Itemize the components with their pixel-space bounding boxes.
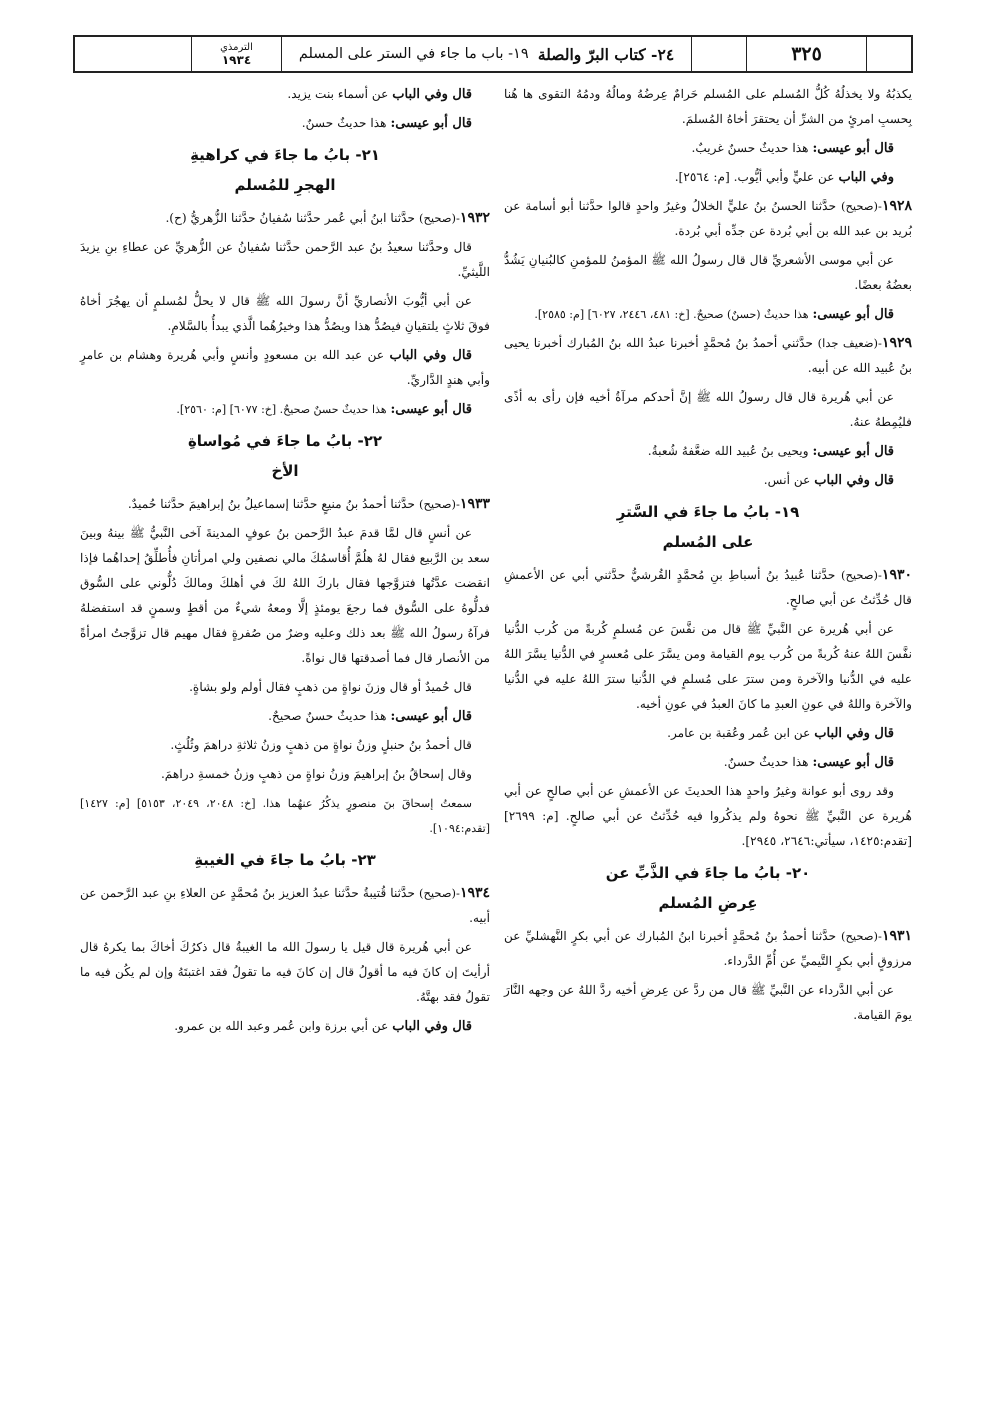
- bab-line: [504, 721, 912, 746]
- speaker: قال وفي الباب: [392, 1019, 472, 1034]
- verdict-text: هذا حديثٌ حسنٌ.: [301, 116, 387, 130]
- verdict-line: [504, 302, 912, 327]
- header-blank-cell: [866, 37, 911, 71]
- bab-text: عن عليٍّ وأبي أيُّوب. [م: ٢٥٦٤].: [674, 170, 835, 184]
- bab-text: عن أسماء بنت يزيد.: [287, 87, 389, 101]
- hadith-isnad: حدَّثنا أحمدُ بنُ مُحمَّدٍ أخبرنا ابنُ المُبارك عن أبي بكرٍ النَّهشليِّ عن مرزوقٍ أبي بكرٍ التَّيميِّ عن أُمِّ الدَّرداء.: [504, 929, 912, 968]
- chapter-heading-line: ٢٢- بابُ ما جاءَ في مُواساةِ: [187, 432, 383, 450]
- bab-text: عن أبي برزة وابن عُمر وعبد الله بن عمرو.: [174, 1019, 389, 1033]
- speaker: قال وفي الباب: [814, 726, 894, 741]
- hadith-grade: -(صحيح): [418, 886, 460, 900]
- hadith-note: وقال إسحاقُ بنُ إبراهيمَ وزنُ نواةٍ من ذهبٍ وزنُ خمسةِ دراهمَ.: [160, 767, 472, 781]
- chapter-heading-22: [80, 426, 490, 486]
- speaker: وفي الباب: [838, 170, 894, 185]
- verdict-line: [504, 439, 912, 464]
- hadith-number: ١٩٣٤: [459, 885, 491, 901]
- speaker: قال أبو عيسى:: [812, 141, 894, 156]
- hadith-matn: عن أبي هُريرة عن النَّبيِّ ﷺ قال من نفَّسَ عن مُسلمٍ كُربةً من كُرب الدُّنيا نفَّسَ اللهُ عنهُ كُربةً من كُرب يوم القيامة ومن يسَّرَ على مُعسرٍ في الدُّنيا يسَّرَ اللهُ عليه في الدُّنيا والآخرة ومن سترَ على مُسلمٍ في الدُّنيا سترَ اللهُ عليه في الدُّنيا والآخرة واللهُ في عونِ العبدِ ما كانَ العبدُ في عونِ أخيه.: [504, 622, 912, 711]
- chapter-heading-19: [504, 497, 912, 557]
- hadith-isnad: حدَّثنا أحمدُ بنُ منيعٍ حدَّثنا إسماعيلُ بنُ إبراهيمَ حدَّثنا حُميدٌ.: [127, 497, 416, 511]
- hadith-isnad: حدَّثنا قُتيبةُ حدَّثنا عبدُ العزيز بنُ مُحمَّدٍ عن العلاءِ بنِ عبد الرَّحمن عن أبيه.: [80, 886, 490, 925]
- header-blank-cell: [75, 37, 191, 71]
- left-column: [80, 82, 490, 1043]
- hadith-1934: [80, 881, 490, 931]
- hadith-matn: عن أبي هُريرة قال قيل يا رسولَ الله ما الغيبةُ قال ذكرُكَ أخاكَ بما يكرهُ قال أرأيتَ إن كانَ فيه ما أقولُ قال إن كانَ فيه ما تقولُ فقد اغتبتَهُ وإن لم يكُن فيه ما تقولُ فقد بهتَّهُ.: [80, 940, 490, 1004]
- chapter-heading-23: [80, 845, 490, 875]
- chapter-heading-line: الأخ: [271, 462, 299, 480]
- verdict-text: هذا حديثٌ (حسنٌ) صحيحٌ. [خ: ٤٨١، ٢٤٤٦، ٦٠٢٧] [م: ٢٥٨٥].: [534, 308, 809, 321]
- verdict-text: هذا حديثٌ حسنٌ صحيحٌ.: [268, 709, 387, 723]
- verdict-line: [80, 111, 490, 136]
- hadith-number: ١٩٣٣: [459, 496, 490, 512]
- speaker: قال أبو عيسى:: [812, 444, 894, 459]
- chapter-heading-line: ٢٣- بابُ ما جاءَ في الغيبةِ: [194, 851, 376, 869]
- speaker: قال أبو عيسى:: [390, 402, 472, 417]
- hadith-1928: [504, 194, 912, 244]
- chapter-heading-line: الهجرِ للمُسلم: [234, 176, 336, 194]
- hadith-isnad: حدَّثنا عُبيدُ بنُ أسباطِ بنِ مُحمَّدٍ القُرشيُّ حدَّثني أبي عن الأعمشِ قال حُدِّثتُ عن أبي صالحٍ.: [504, 568, 912, 607]
- hadith-isnad-2: قال وحدَّثنا سعيدُ بنُ عبد الرَّحمن حدَّثنا سُفيانُ عن الزُّهريِّ عن عطاءِ بنِ يزيدَ اللَّيثيِّ.: [80, 240, 490, 279]
- bab-text: عن ابن عُمر وعُقبة بن عامر.: [667, 726, 811, 740]
- speaker: قال وفي الباب: [392, 87, 472, 102]
- hadith-isnad: حدَّثنا الحسنُ بنُ عليٍّ الخلالُ وغيرُ واحدٍ قالوا حدَّثنا أبو أسامة عن بُريد بن عبد الله بن أبي بُردة عن جدِّه أبي بُردة.: [504, 199, 912, 238]
- running-title: [281, 37, 691, 71]
- bab-line: [80, 343, 490, 393]
- chapter-heading-21: [80, 140, 490, 200]
- header-blank-cell: [691, 37, 746, 71]
- speaker: قال أبو عيسى:: [390, 709, 472, 724]
- section-title: ١٩- باب ما جاء في الستر على المسلم: [298, 46, 529, 62]
- hadith-matn: عن أنسٍ قال لمَّا قدمَ عبدُ الرَّحمن بنُ عوفٍ المدينةَ آخى النَّبيُّ ﷺ بينهُ وبينَ سعد بن الرَّبيع فقال لهُ هلُمَّ أُقاسمُكَ مالي نصفين ولي امرأتانِ فأُطلِّقُ إحداهُما فإذا انقضت عدَّتُها فتزوَّجها فقال باركَ اللهُ لكَ في أهلكَ ومالكَ دُلُّوني على السُّوق فدلُّوهُ على السُّوق فما رجعَ يومئذٍ إلَّا ومعهُ شيءٌ من أقطٍ وسمنٍ قد استفضلهُ فرآهُ رسولُ الله ﷺ بعد ذلك وعليه وضرٌ من صُفرةٍ فقال مهيم قال تزوَّجتُ امرأةً من الأنصار قال فما أصدقتها قال نواةً.: [80, 526, 490, 665]
- hadith-1933: [80, 492, 490, 517]
- hadith-number: ١٩٣٠: [881, 567, 912, 583]
- hadith-number: ١٩٢٩: [881, 335, 912, 351]
- right-column: [504, 82, 912, 1032]
- bab-text: عن أنس.: [763, 473, 811, 487]
- chapter-heading-line: على المُسلم: [662, 533, 754, 551]
- hadith-grade: -(ضعيف جدا): [817, 336, 882, 350]
- verdict-line: [504, 750, 912, 775]
- paragraph: يكذبُهُ ولا يخذلُهُ كُلُّ المُسلم على المُسلم حَرامٌ عِرضُهُ ومالُهُ ودمُهُ التقوى ها هُنا بِحسبِ امرئٍ من الشرِّ أن يحتقرَ أخاهُ المُسلمَ.: [504, 87, 912, 126]
- verdict-text: هذا حديثٌ حسنٌ صحيحٌ. [خ: ٦٠٧٧] [م: ٢٥٦٠].: [176, 403, 387, 416]
- chapter-heading-line: ٢١- بابُ ما جاءَ في كراهيةِ: [190, 146, 380, 164]
- chapter-heading-20: [504, 858, 912, 918]
- verdict-text: ويحيى بنُ عُبيد الله ضعَّفهُ شُعبةُ.: [647, 444, 809, 458]
- verdict-text: هذا حديثٌ حسنٌ.: [723, 755, 809, 769]
- hadith-isnad: حدَّثنا ابنُ أبي عُمر حدَّثنا سُفيانُ حدَّثنا الزُّهريُّ (ح).: [165, 211, 416, 225]
- ref-box: [191, 37, 281, 71]
- chapter-heading-line: عِرضِ المُسلم: [658, 894, 758, 912]
- hadith-matn: عن أبي هُريرة قال قال رسولُ الله ﷺ إنَّ أحدكم مرآةُ أخيه فإن رأى به أذًى فليُمِطهُ عنهُ.: [504, 390, 912, 429]
- speaker: قال أبو عيسى:: [812, 755, 894, 770]
- hadith-1929: [504, 331, 912, 381]
- hadith-matn: عن أبي موسى الأشعريِّ قال قال رسولُ الله ﷺ المؤمنُ للمؤمنِ كالبُنيانِ يَشُدُّ بعضُهُ بعضًا.: [504, 253, 912, 292]
- hadith-grade: -(صحيح): [840, 199, 882, 213]
- verdict-text: هذا حديثٌ حسنٌ غريبٌ.: [691, 141, 809, 155]
- hadith-1932: [80, 206, 490, 231]
- hadith-number: ١٩٣٢: [459, 210, 490, 226]
- bab-line: [80, 82, 490, 107]
- hadith-note: وقد روى أبو عوانة وغيرُ واحدٍ هذا الحديثَ عن الأعمشِ عن أبي صالحٍ عن أبي هُريرة عن النَّبيِّ ﷺ نحوهُ ولم يذكُروا فيه حُدِّثتُ عن أبي صالحٍ. [م: ٢٦٩٩] [تقدم:١٤٢٥، سيأتي:٢٦٤٦، ٢٩٤٥].: [504, 784, 912, 848]
- hadith-1931: [504, 924, 912, 974]
- speaker: قال وفي الباب: [814, 473, 894, 488]
- hadith-isnad: حدَّثني أحمدُ بنُ مُحمَّدٍ أخبرنا عبدُ الله بنُ المُبارك أخبرنا يحيى بنُ عُبيد الله عن أبيه.: [504, 336, 912, 375]
- bab-text: عن عبد الله بن مسعودٍ وأنسٍ وأبي هُريرة وهشام بن عامرٍ وأبي هندٍ الدَّاريِّ.: [80, 348, 490, 387]
- hadith-grade: -(صحيح): [418, 497, 460, 511]
- speaker: قال وفي الباب: [389, 348, 472, 363]
- hadith-grade: -(صحيح): [418, 211, 460, 225]
- hadith-number: ١٩٢٨: [881, 198, 913, 214]
- hadith-note: قال حُميدٌ أو قال وزنَ نواةٍ من ذهبٍ فقال أولم ولو بشاةٍ.: [189, 680, 472, 694]
- verdict-line: [80, 704, 490, 729]
- chapter-title: ٢٤- كتاب البرّ والصلة: [537, 44, 675, 64]
- verdict-line: [80, 397, 490, 422]
- speaker: قال أبو عيسى:: [390, 116, 472, 131]
- hadith-number: ١٩٣١: [881, 928, 913, 944]
- hadith-matn: عن أبي أيُّوبَ الأنصاريِّ أنَّ رسولَ الله ﷺ قال لا يحلُّ لمُسلمٍ أن يهجُرَ أخاهُ فوقَ ثلاثٍ يلتقيانِ فيصُدُّ هذا ويصُدُّ هذا وخيرُهُما الَّذي يبدأُ بالسَّلامِ.: [80, 294, 490, 333]
- bab-line: [504, 165, 912, 190]
- bab-line: [80, 1014, 490, 1039]
- ref-label: الترمذي: [220, 42, 253, 53]
- hadith-matn: عن أبي الدَّرداء عن النَّبيِّ ﷺ قال من ردَّ عن عِرضِ أخيه ردَّ اللهُ عن وجهه النَّارَ يومَ القيامة.: [504, 983, 912, 1022]
- page-number: ٣٢٥: [746, 37, 866, 71]
- verdict-line: [504, 136, 912, 161]
- hadith-note: قال أحمدُ بنُ حنبلٍ وزنُ نواةٍ من ذهبٍ وزنُ ثلاثةِ دراهمَ وثُلُثٍ.: [170, 738, 472, 752]
- page-header: [73, 35, 913, 73]
- speaker: قال أبو عيسى:: [812, 307, 894, 322]
- hadith-1930: [504, 563, 912, 613]
- ref-number: ١٩٣٤: [221, 53, 252, 67]
- chapter-heading-line: ٢٠- بابُ ما جاءَ في الذَّبِّ عن: [605, 864, 811, 882]
- chapter-heading-line: ١٩- بابُ ما جاءَ في السَّترِ: [616, 503, 800, 521]
- hadith-grade: -(صحيح): [840, 929, 882, 943]
- bab-line: [504, 468, 912, 493]
- hadith-grade: -(صحيح): [840, 568, 882, 582]
- hadith-note: سمعتُ إسحاقَ بنَ منصورٍ يذكُرُ عنهُما هذا. [خ: ٢٠٤٨، ٢٠٤٩، ٥١٥٣] [م: ١٤٢٧][تقدم:١٠٩٤].: [80, 797, 490, 835]
